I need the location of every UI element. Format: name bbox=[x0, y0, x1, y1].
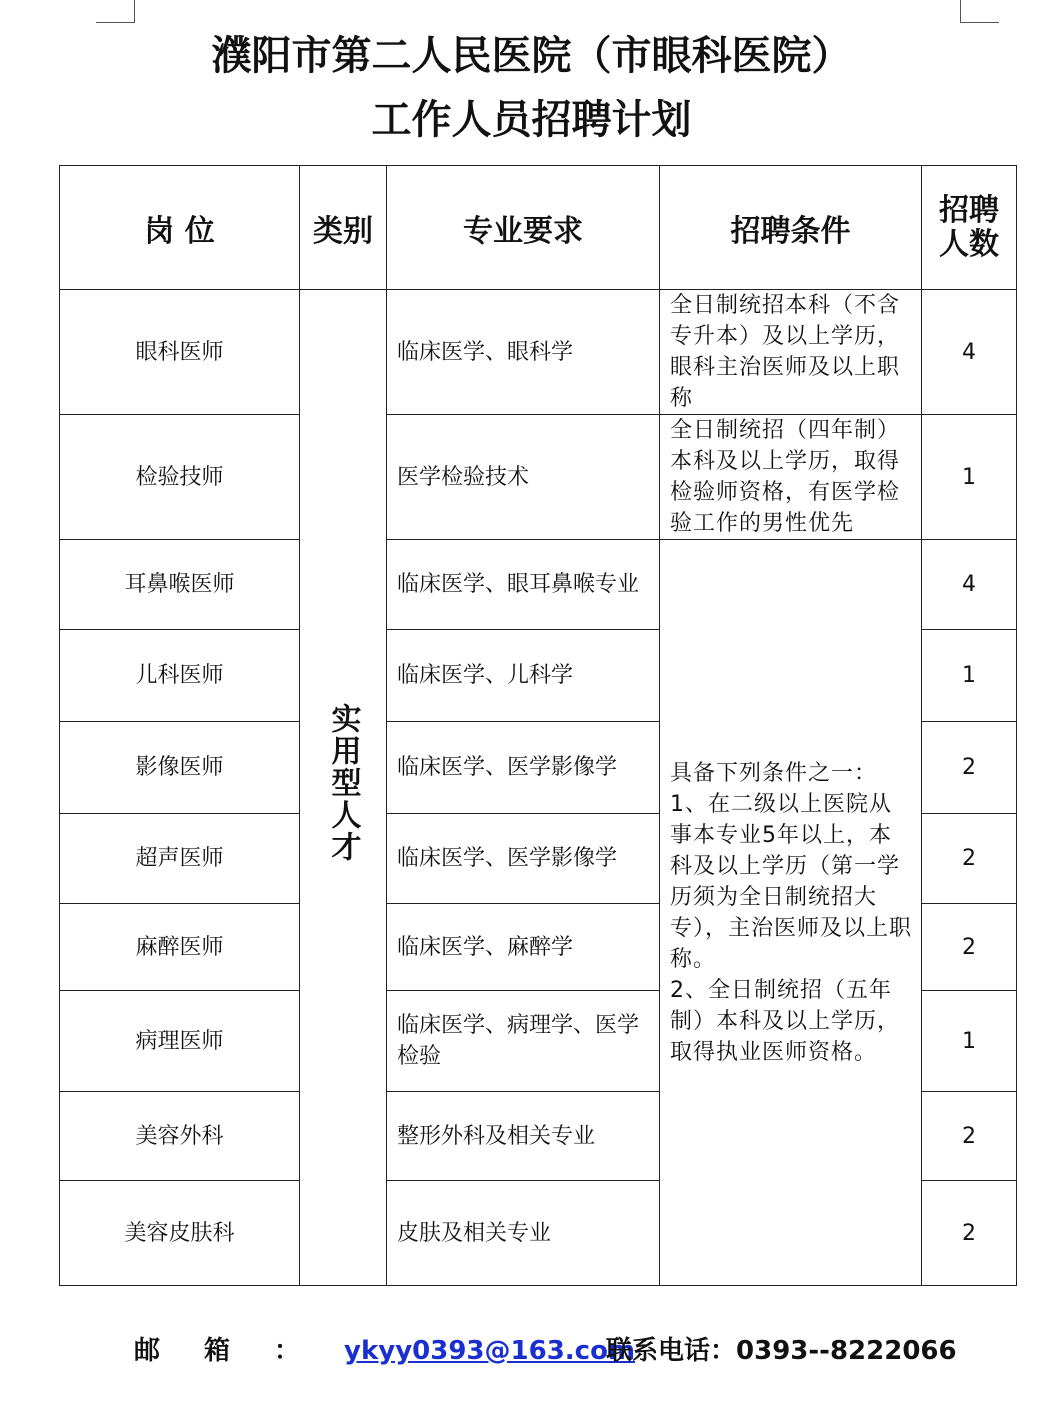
category-label: 实用型人才 bbox=[325, 703, 361, 863]
cell-major: 临床医学、儿科学 bbox=[387, 630, 660, 722]
shared-conditions-item-2: 2、全日制统招（五年制）本科及以上学历，取得执业医师资格。 bbox=[670, 977, 901, 1065]
cell-conditions: 全日制统招（四年制）本科及以上学历，取得检验师资格，有医学检验工作的男性优先 bbox=[660, 415, 922, 540]
cell-position: 影像医师 bbox=[60, 722, 300, 814]
cell-shared-conditions bbox=[660, 540, 922, 1286]
shared-conditions-item-1: 1、在二级以上医院从事本专业5年以上，本科及以上学历（第一学历须为全日制统招大专），主治医师及以上职称。 bbox=[670, 791, 913, 972]
cell-major: 临床医学、麻醉学 bbox=[387, 904, 660, 991]
document-subtitle: 工作人员招聘计划 bbox=[371, 97, 692, 143]
cell-position: 儿科医师 bbox=[60, 630, 300, 722]
header-conditions: 招聘条件 bbox=[660, 166, 922, 290]
cell-position: 眼科医师 bbox=[60, 290, 300, 415]
cell-position: 美容皮肤科 bbox=[60, 1181, 300, 1286]
table-row bbox=[60, 540, 1017, 630]
cell-position: 检验技师 bbox=[60, 415, 300, 540]
crop-mark-top-left bbox=[96, 0, 135, 23]
phone-line bbox=[606, 1333, 957, 1369]
cell-count: 2 bbox=[922, 722, 1017, 814]
cell-count: 1 bbox=[922, 630, 1017, 722]
cell-major: 临床医学、眼耳鼻喉专业 bbox=[387, 540, 660, 630]
cell-count: 2 bbox=[922, 814, 1017, 904]
cell-major: 临床医学、病理学、医学检验 bbox=[387, 991, 660, 1092]
cell-count: 1 bbox=[922, 991, 1017, 1092]
recruitment-table bbox=[59, 165, 1017, 1286]
cell-count: 4 bbox=[922, 290, 1017, 415]
cell-major: 医学检验技术 bbox=[387, 415, 660, 540]
document-title: 濮阳市第二人民医院（市眼科医院） bbox=[211, 33, 852, 79]
cell-count: 4 bbox=[922, 540, 1017, 630]
shared-conditions-intro: 具备下列条件之一： bbox=[670, 760, 878, 786]
table-header-row bbox=[60, 166, 1017, 290]
header-category: 类别 bbox=[300, 166, 387, 290]
cell-major: 临床医学、眼科学 bbox=[387, 290, 660, 415]
cell-count: 2 bbox=[922, 904, 1017, 991]
cell-major: 整形外科及相关专业 bbox=[387, 1092, 660, 1181]
email-line bbox=[134, 1333, 635, 1369]
header-major: 专业要求 bbox=[387, 166, 660, 290]
table-row bbox=[60, 415, 1017, 540]
header-count bbox=[922, 166, 1017, 290]
cell-category bbox=[300, 290, 387, 1286]
email-label: 邮箱： bbox=[134, 1336, 345, 1366]
cell-position: 麻醉医师 bbox=[60, 904, 300, 991]
cell-position: 超声医师 bbox=[60, 814, 300, 904]
cell-position: 美容外科 bbox=[60, 1092, 300, 1181]
table-row bbox=[60, 290, 1017, 415]
cell-position: 耳鼻喉医师 bbox=[60, 540, 300, 630]
cell-major: 临床医学、医学影像学 bbox=[387, 722, 660, 814]
cell-position: 病理医师 bbox=[60, 991, 300, 1092]
email-link[interactable]: ykyy0393@163.com bbox=[344, 1336, 636, 1366]
cell-major: 临床医学、医学影像学 bbox=[387, 814, 660, 904]
cell-count: 1 bbox=[922, 415, 1017, 540]
phone-label: 联系电话： bbox=[606, 1336, 737, 1366]
cell-count: 2 bbox=[922, 1092, 1017, 1181]
header-count-line1: 招聘 bbox=[939, 192, 999, 228]
cell-major: 皮肤及相关专业 bbox=[387, 1181, 660, 1286]
phone-number: 0393--8222066 bbox=[736, 1336, 957, 1366]
cell-conditions: 全日制统招本科（不含专升本）及以上学历，眼科主治医师及以上职称 bbox=[660, 290, 922, 415]
cell-count: 2 bbox=[922, 1181, 1017, 1286]
crop-mark-top-right bbox=[960, 0, 999, 23]
header-position: 岗 位 bbox=[60, 166, 300, 290]
header-count-line2: 人数 bbox=[939, 226, 999, 262]
